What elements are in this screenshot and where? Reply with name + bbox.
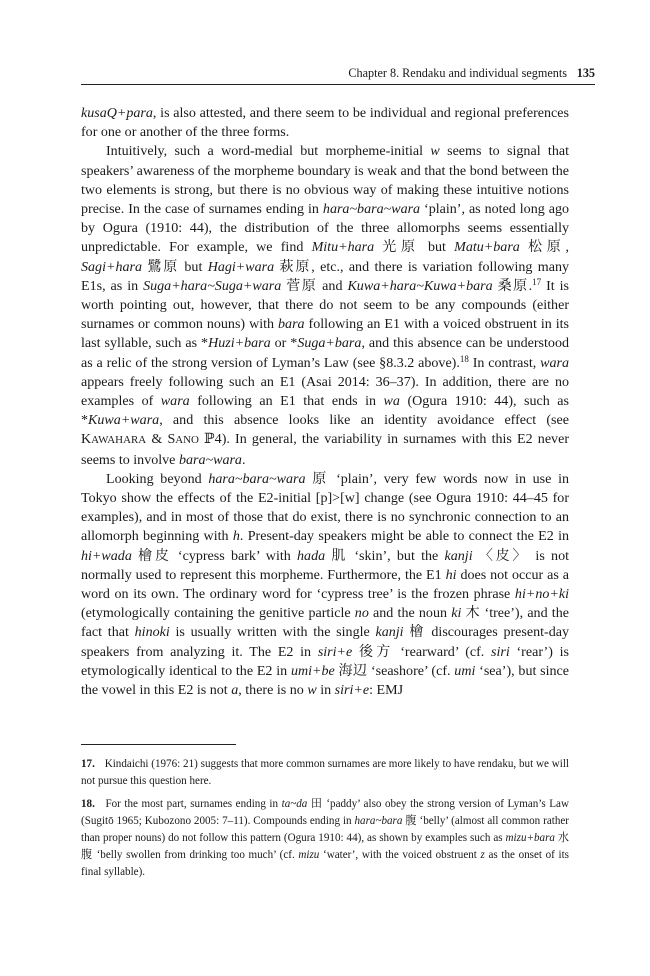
- page-number: 135: [576, 66, 595, 80]
- footnote-18: [81, 796, 569, 881]
- footnote-text: Kindaichi (1976: 21) suggests that more common surnames are more likely to have rendaku, but we will not pursue this question here.: [81, 758, 570, 787]
- chapter-title: Chapter 8. Rendaku and individual segments: [348, 66, 567, 80]
- paragraph: Intuitively, such a word-medial but morpheme-initial w seems to signal that speakers’ awareness of the morpheme boundary is weak and that the bond between the two elements is strong, but there is no obvious way of making these intuitive notions precise. In the case of surnames ending in hara~bara~wara ‘plain’, as noted long ago by Ogura (1910: 44), the distribution of the three allomorphs seems essentially unpredictable. For example, we find Mitu+hara 光原 but Matu+bara 松原, Sagi+hara 鷺原 but Hagi+wara 萩原, etc., and there is variation following many E1s, as in Suga+hara~Suga+wara 菅原 and Kuwa+hara~Kuwa+bara 桑原.$^{17}$ It is worth pointing out, however, that there do not seem to be any compounds (either surnames or common nouns) with bara following an E1 with a voiced obstruent in its last syllable, such as *Huzi+bara or *Suga+bara, and this absence can be understood as a relic of the strong version of Lyman’s Law (see §8.3.2 above).$^{18}$ In contrast, wara appears freely following such an E1 (Asai 2014: 36–37). In addition, there are no examples of wara following an E1 that ends in wa (Ogura 1910: 44), such as *Kuwa+wara, and this absence looks like an identity avoidance effect (see KAWAHARA & SANO ℙ4). In general, the variability in surnames with this E2 never seems to involve bara~wara.: [81, 143, 570, 468]
- paragraph: kusaQ+para, is also attested, and there seem to be individual and regional preferences for one or another of the three forms.: [81, 105, 569, 141]
- footnote-rule: [81, 744, 236, 745]
- running-header: [81, 62, 595, 85]
- paragraph: Looking beyond hara~bara~wara 原 ‘plain’, very few words now in use in Tokyo show the effects of the E2-initial [p]>[w] change (see Ogura 1910: 44–45 for examples), and in most of those that do exist, there is no synchronic connection to an allomorph beginning with h. Present-day speakers might be able to connect the E2 in hi+wada 檜皮 ‘cypress bark’ with hada 肌 ‘skin’, but the kanji 〈皮〉 is not normally used to represent this morpheme. Furthermore, the E1 hi does not occur as a word on its own. The ordinary word for ‘cypress tree’ is the frozen phrase hi+no+ki (etymologically containing the genitive particle no and the noun ki 木 ‘tree’), and the fact that hinoki is usually written with the single kanji 檜 discourages present-day speakers from analyzing it. The E2 in siri+e 後方 ‘rearward’ (cf. siri ‘rear’) is etymologically identical to the E2 in umi+be 海辺 ‘seashore’ (cf. umi ‘sea’), but since the vowel in this E2 is not a, there is no w in siri+e: EMJ: [81, 470, 570, 699]
- footnote-17: [81, 756, 569, 790]
- footnotes: [81, 756, 569, 887]
- footnote-text: For the most part, surnames ending in ta~da 田 ‘paddy’ also obey the strong version of Lyman’s Law (Sugitō 1965; Kubozono 2005: 7–11). Compounds ending in hara~bara 腹 ‘belly’ (almost all common rather than proper nouns) do not follow this pattern (Ogura 1910: 44), as shown by examples such as mizu+bara 水腹 ‘belly swollen from drinking too much’ (cf. mizu ‘water’, with the voiced obstruent z as the onset of its final syllable).: [81, 798, 569, 878]
- footnote-number: 18.: [81, 798, 95, 810]
- main-text: [81, 104, 569, 700]
- footnote-number: 17.: [81, 758, 95, 770]
